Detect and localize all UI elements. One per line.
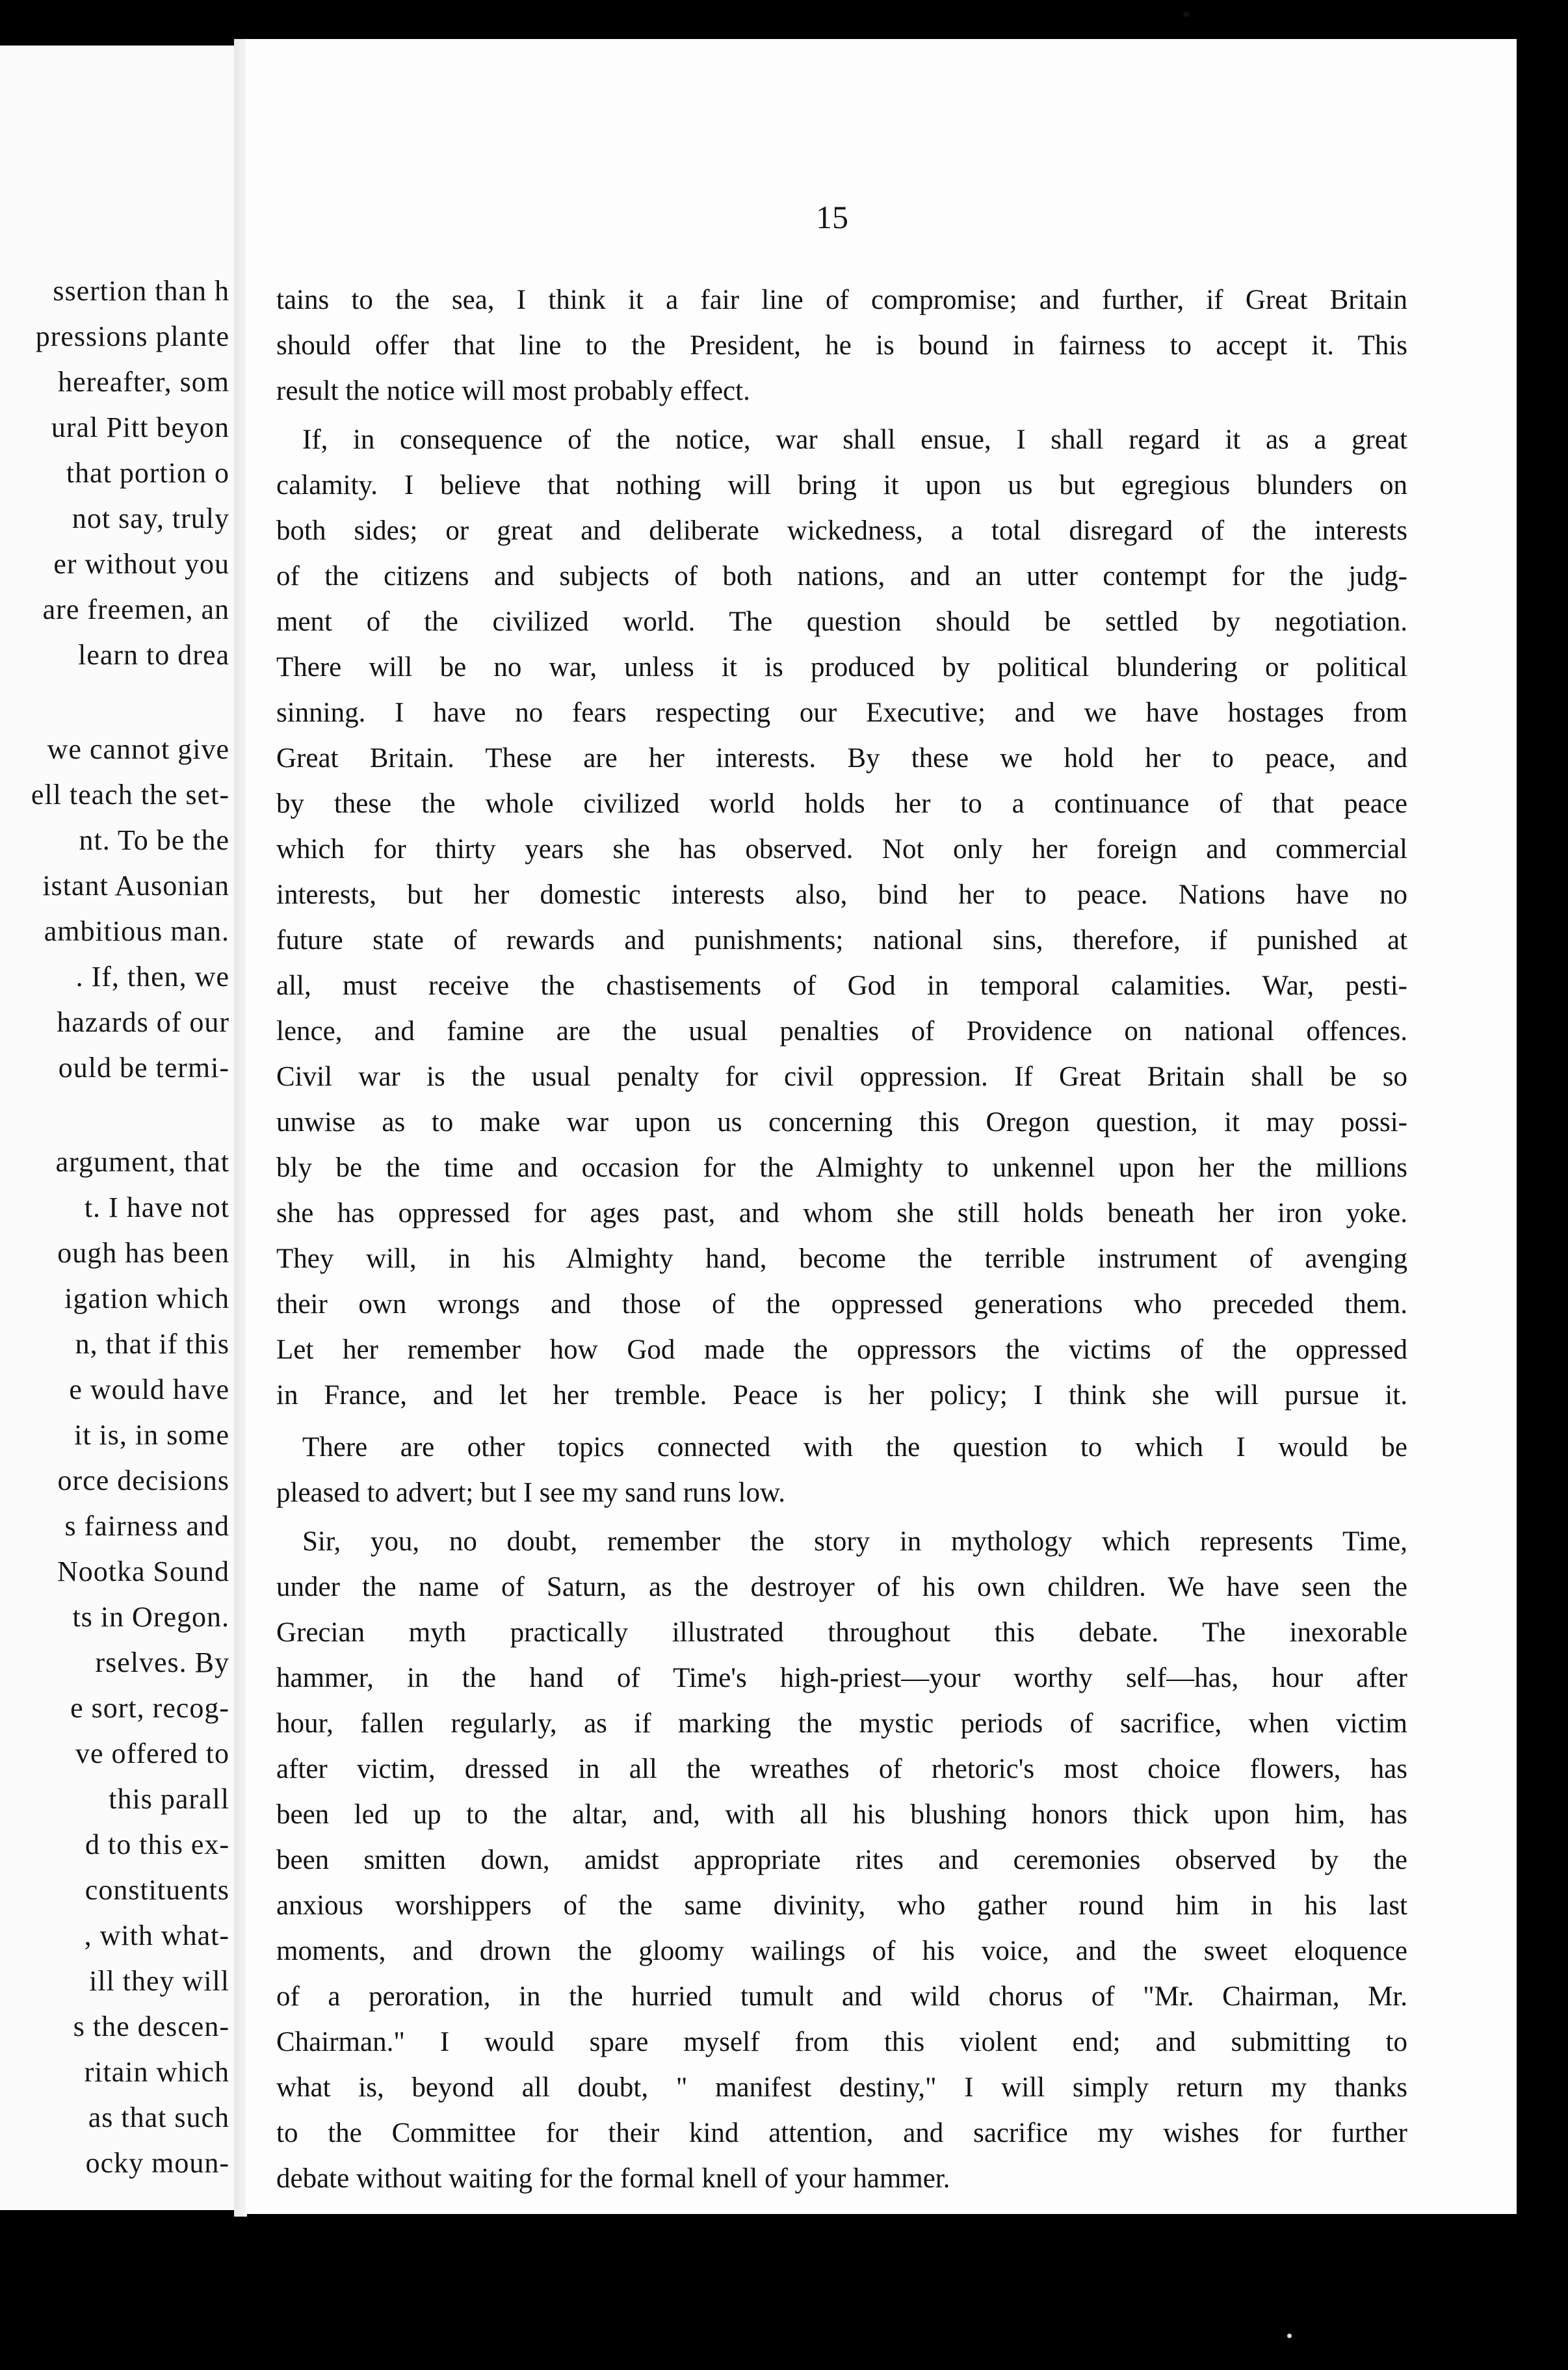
text-line: unwise as to make war upon us concerning this Oregon question, it may possi- (276, 1107, 1407, 1138)
book-gutter (234, 39, 247, 2217)
text-line: all, must receive the chastisements of God in temporal calamities. War, pesti- (276, 970, 1407, 1001)
facing-page-line: we cannot give (47, 733, 229, 765)
text-line: their own wrongs and those of the oppressed generations who preceded them. (276, 1289, 1407, 1320)
text-line: There will be no war, unless it is produced by political blundering or political (276, 652, 1407, 683)
facing-page-line: s the descen- (73, 2011, 229, 2042)
facing-page-line: rselves. By (95, 1647, 229, 1678)
text-line: If, in consequence of the notice, war shall ensue, I shall regard it as a great (302, 424, 1407, 455)
text-line: interests, but her domestic interests also, bind her to peace. Nations have no (276, 879, 1407, 910)
text-line: result the notice will most probably effect. (276, 376, 750, 406)
text-line: calamity. I believe that nothing will bring it upon us but egregious blunders on (276, 470, 1407, 501)
text-line: debate without waiting for the formal knell of your hammer. (276, 2163, 950, 2194)
text-line: which for thirty years she has observed. Not only her foreign and commercial (276, 834, 1407, 865)
facing-page-line: constituents (85, 1874, 229, 1906)
text-line: lence, and famine are the usual penalties of Providence on national offences. (276, 1016, 1407, 1047)
facing-page-line: ocky moun- (85, 2147, 229, 2179)
facing-page-line: ve offered to (75, 1738, 229, 1769)
facing-page-line: ough has been (57, 1237, 229, 1269)
text-line: ment of the civilized world. The question should be settled by negotiation. (276, 606, 1407, 637)
facing-page-line: ould be termi- (58, 1052, 229, 1084)
page-number: 15 (816, 199, 848, 235)
facing-page-line: er without you (53, 548, 229, 580)
text-line: Great Britain. These are her interests. By these we hold her to peace, and (276, 743, 1407, 774)
text-line: under the name of Saturn, as the destroyer of his own children. We have seen the (276, 1572, 1407, 1602)
facing-page-line: d to this ex- (85, 1829, 229, 1860)
facing-page-line: . If, then, we (75, 961, 229, 993)
text-line: bly be the time and occasion for the Almighty to unkennel upon her the millions (276, 1152, 1407, 1183)
facing-page-line: it is, in some (74, 1419, 229, 1451)
text-line: Chairman." I would spare myself from this violent end; and submitting to (276, 2027, 1407, 2057)
text-line: pleased to advert; but I see my sand runs low. (276, 1478, 785, 1508)
text-line: of the citizens and subjects of both nations, and an utter contempt for the judg- (276, 561, 1407, 592)
facing-page-line: t. I have not (84, 1192, 229, 1223)
facing-page-line: argument, that (55, 1146, 229, 1178)
text-line: hammer, in the hand of Time's high-priest—your worthy self—has, hour after (276, 1663, 1407, 1693)
dust-speck (1183, 12, 1190, 17)
facing-page-line: ts in Oregon. (72, 1601, 229, 1633)
text-line: There are other topics connected with the question to which I would be (302, 1432, 1407, 1463)
facing-page-fragment (0, 46, 237, 2210)
facing-page-line: ssertion than h (53, 275, 229, 307)
facing-page-line: s fairness and (64, 1510, 229, 1542)
facing-page-line: are freemen, an (42, 593, 229, 625)
text-line: she has oppressed for ages past, and whom she still holds beneath her iron yoke. (276, 1198, 1407, 1229)
text-line: in France, and let her tremble. Peace is her policy; I think she will pursue it. (276, 1380, 1407, 1411)
text-line: what is, beyond all doubt, " manifest destiny," I will simply return my thanks (276, 2072, 1407, 2103)
text-line: both sides; or great and deliberate wickedness, a total disregard of the interests (276, 515, 1407, 546)
facing-page-line: e would have (69, 1374, 229, 1405)
facing-page-line: ural Pitt beyon (51, 411, 229, 443)
facing-page-line: ritain which (84, 2056, 229, 2088)
text-line: Let her remember how God made the oppressors the victims of the oppressed (276, 1335, 1407, 1365)
facing-page-line: this parall (109, 1783, 229, 1815)
facing-page-line: istant Ausonian (42, 870, 229, 902)
facing-page-line: not say, truly (72, 502, 229, 534)
text-line: Sir, you, no doubt, remember the story in mythology which represents Time, (302, 1526, 1407, 1557)
text-line: anxious worshippers of the same divinity, who gather round him in his last (276, 1890, 1407, 1921)
text-line: to the Committee for their kind attention, and sacrifice my wishes for further (276, 2118, 1407, 2148)
facing-page-line: ambitious man. (44, 915, 229, 947)
text-line: They will, in his Almighty hand, become the terrible instrument of avenging (276, 1244, 1407, 1274)
text-line: should offer that line to the President, he is bound in fairness to accept it. This (276, 330, 1407, 361)
facing-page-line: pressions plante (35, 320, 229, 352)
text-line: Grecian myth practically illustrated throughout this debate. The inexorable (276, 1617, 1407, 1648)
facing-page-line: hereafter, som (58, 366, 229, 398)
facing-page-line: Nootka Sound (57, 1556, 229, 1587)
text-line: Civil war is the usual penalty for civil oppression. If Great Britain shall be so (276, 1061, 1407, 1092)
text-line: sinning. I have no fears respecting our Executive; and we have hostages from (276, 697, 1407, 728)
facing-page-line: learn to drea (78, 639, 229, 671)
facing-page-line: e sort, recog- (70, 1692, 229, 1724)
facing-page-line: , with what- (84, 1920, 229, 1951)
text-line: been smitten down, amidst appropriate rites and ceremonies observed by the (276, 1845, 1407, 1875)
facing-page-line: nt. To be the (79, 824, 229, 856)
facing-page-line: orce decisions (57, 1465, 229, 1496)
facing-page-line: n, that if this (75, 1328, 229, 1360)
dust-speck (1287, 2334, 1292, 2338)
facing-page-line: igation which (64, 1283, 229, 1314)
text-line: future state of rewards and punishments; national sins, therefore, if punished at (276, 925, 1407, 956)
text-line: been led up to the altar, and, with all his blushing honors thick upon him, has (276, 1799, 1407, 1830)
text-line: by these the whole civilized world holds her to a continuance of that peace (276, 788, 1407, 819)
facing-page-line: hazards of our (57, 1006, 229, 1038)
facing-page-line: ill they will (89, 1965, 229, 1997)
facing-page-line: ell teach the set- (31, 779, 229, 811)
text-line: tains to the sea, I think it a fair line of compromise; and further, if Great Britain (276, 285, 1407, 315)
text-line: after victim, dressed in all the wreathes of rhetoric's most choice flowers, has (276, 1754, 1407, 1784)
facing-page-line: as that such (88, 2102, 229, 2133)
text-line: of a peroration, in the hurried tumult and wild chorus of "Mr. Chairman, Mr. (276, 1981, 1407, 2012)
facing-page-line: that portion o (66, 457, 229, 489)
text-line: hour, fallen regularly, as if marking the mystic periods of sacrifice, when victim (276, 1708, 1407, 1739)
text-line: moments, and drown the gloomy wailings of his voice, and the sweet eloquence (276, 1936, 1407, 1966)
